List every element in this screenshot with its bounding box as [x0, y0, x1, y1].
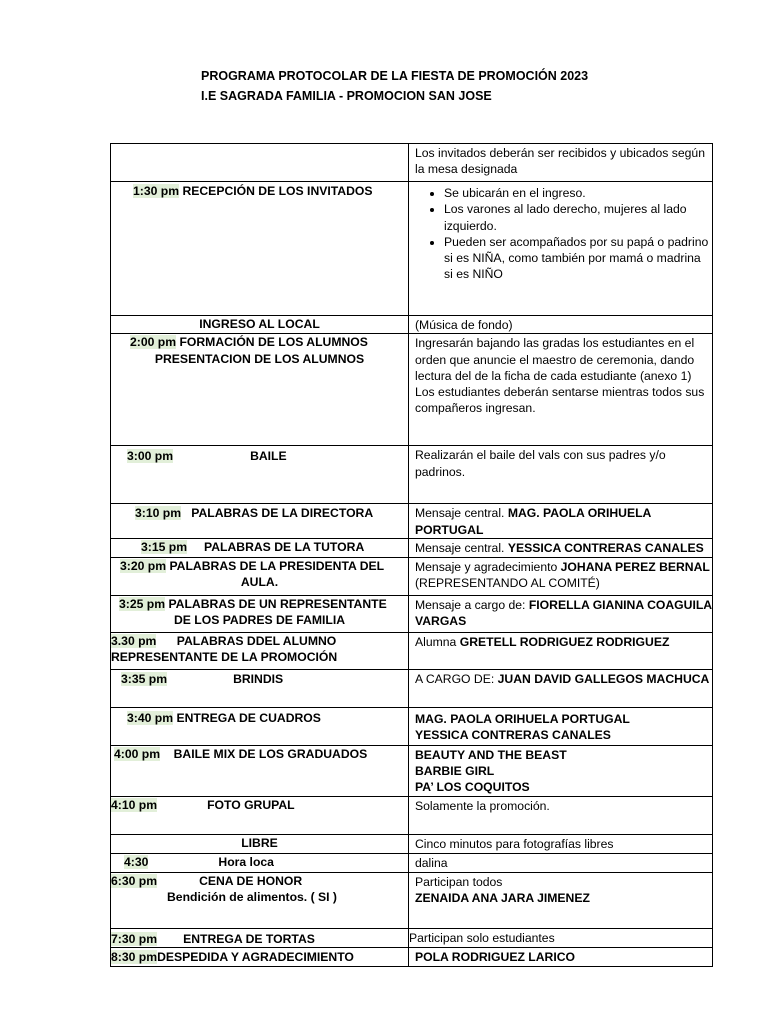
- description-cell: [409, 538, 713, 557]
- description-cell: [409, 872, 713, 928]
- time-label: 3:15 pm: [141, 539, 188, 554]
- time-label: 3:00 pm: [127, 449, 174, 464]
- event-cell: [111, 144, 409, 182]
- event-cell: [111, 557, 409, 595]
- description-text: Mensaje central.: [415, 506, 505, 521]
- description-name: POLA RODRIGUEZ LARICO: [415, 950, 576, 965]
- description-text: Los invitados deberán ser recibidos y ubicados según la mesa designada: [415, 146, 705, 177]
- description-cell: [409, 316, 713, 334]
- table-row: [111, 446, 713, 504]
- table-row: [111, 928, 713, 947]
- event-name: LIBRE: [241, 835, 278, 850]
- event-name-line2: REPRESENTANTE DE LA PROMOCIÓN: [111, 650, 338, 665]
- description-cell: [409, 334, 713, 446]
- document-title: PROGRAMA PROTOCOLAR DE LA FIESTA DE PROMOCIÓN 2023: [201, 69, 589, 83]
- description-text: Participan solo estudiantes: [409, 930, 555, 945]
- event-cell: [111, 182, 409, 316]
- list-item: • Se ubicarán en el ingreso.: [444, 185, 712, 201]
- song-title: PA’ LOS COQUITOS: [415, 780, 530, 795]
- event-cell: [111, 632, 409, 669]
- table-row: [111, 334, 713, 446]
- event-cell: [111, 669, 409, 707]
- table-row: [111, 834, 713, 853]
- description-cell: [409, 144, 713, 182]
- time-label: 7:30 pm: [111, 931, 158, 946]
- event-name: PALABRAS DE LA DIRECTORA: [191, 506, 374, 521]
- description-text: Mensaje central.: [415, 540, 505, 555]
- table-row: [111, 745, 713, 796]
- time-label: 6:30 pm: [111, 873, 158, 888]
- description-cell: [409, 796, 713, 834]
- description-name: FIORELLA GIANINA COAGUILA VARGAS: [415, 597, 712, 629]
- description-text: dalina: [415, 855, 448, 870]
- event-cell: [111, 316, 409, 334]
- description-name: YESSICA CONTRERAS CANALES: [507, 540, 704, 555]
- description-note: (REPRESENTANDO AL COMITÉ): [415, 576, 600, 591]
- event-cell: [111, 872, 409, 928]
- table-row: [111, 182, 713, 316]
- time-label: 3:20 pm: [120, 558, 167, 573]
- description-text: (Música de fondo): [415, 318, 513, 332]
- table-row: [111, 707, 713, 745]
- time-label: 3:35 pm: [121, 671, 168, 686]
- document-subtitle: I.E SAGRADA FAMILIA - PROMOCION SAN JOSE: [201, 89, 492, 103]
- time-label: 4:30: [124, 854, 149, 869]
- event-name: PALABRAS DDEL ALUMNO: [176, 633, 337, 648]
- event-cell: [111, 504, 409, 539]
- description-text: Solamente la promoción.: [415, 798, 550, 813]
- description-cell: [409, 557, 713, 595]
- event-cell: [111, 834, 409, 853]
- event-cell: [111, 745, 409, 796]
- description-text: Alumna: [415, 634, 457, 649]
- event-name-line2: Bendición de alimentos. ( SI ): [167, 890, 337, 905]
- description-name: MAG. PAOLA ORIHUELA PORTUGAL: [415, 506, 651, 537]
- time-label: 3.30 pm: [111, 633, 157, 648]
- description-cell: [409, 707, 713, 745]
- table-row: [111, 504, 713, 539]
- event-cell: [111, 538, 409, 557]
- time-label: 4:10 pm: [111, 797, 158, 812]
- description-cell: [409, 745, 713, 796]
- description-name: JUAN DAVID GALLEGOS MACHUCA: [497, 671, 710, 686]
- event-name: CENA DE HONOR: [199, 873, 303, 888]
- event-cell: [111, 334, 409, 446]
- table-row: [111, 316, 713, 334]
- time-label: 2:00 pm: [130, 335, 177, 350]
- description-name: JOHANA PEREZ BERNAL: [560, 559, 710, 574]
- description-cell: [409, 504, 713, 539]
- description-text: Participan todos: [415, 874, 503, 889]
- description-text: Mensaje a cargo de:: [415, 597, 526, 612]
- list-item: • Los varones al lado derecho, mujeres al lado izquierdo.: [444, 201, 712, 234]
- time-label: 3:25 pm: [119, 596, 166, 611]
- table-row: [111, 872, 713, 928]
- event-cell: [111, 446, 409, 504]
- table-row: [111, 796, 713, 834]
- description-name: MAG. PAOLA ORIHUELA PORTUGAL: [415, 711, 630, 726]
- song-title: BEAUTY AND THE BEAST: [415, 747, 567, 762]
- event-cell: [111, 707, 409, 745]
- description-cell: [409, 669, 713, 707]
- description-text-2: Los estudiantes deberán sentarse mientras todos sus compañeros ingresan.: [415, 385, 705, 416]
- event-name: FORMACIÓN DE LOS ALUMNOS: [179, 335, 368, 350]
- event-name-line2: AULA.: [240, 575, 279, 590]
- event-name: ENTREGA DE TORTAS: [183, 931, 315, 946]
- event-cell: [111, 595, 409, 632]
- description-cell: [409, 928, 713, 947]
- event-name: DESPEDIDA Y AGRADECIMIENTO: [157, 950, 354, 965]
- description-cell: [409, 948, 713, 967]
- event-cell: [111, 796, 409, 834]
- time-label: 8:30 pm: [111, 950, 158, 965]
- description-cell: [409, 853, 713, 872]
- description-cell: [409, 446, 713, 504]
- event-name: PALABRAS DE UN REPRESENTANTE: [168, 596, 387, 611]
- event-name-line2: PRESENTACION DE LOS ALUMNOS: [154, 351, 365, 366]
- event-name: PALABRAS DE LA TUTORA: [204, 539, 365, 554]
- event-cell: [111, 853, 409, 872]
- song-title: BARBIE GIRL: [415, 764, 495, 779]
- description-cell: [409, 632, 713, 669]
- table-row: [111, 853, 713, 872]
- table-row: [111, 669, 713, 707]
- event-name: BRINDIS: [233, 671, 284, 686]
- list-item: • Pueden ser acompañados por su papá o padrino si es NIÑA, como también por mamá o madrina si es NIÑO: [444, 234, 712, 283]
- event-name: RECEPCIÓN DE LOS INVITADOS: [182, 184, 373, 198]
- event-name: ENTREGA DE CUADROS: [176, 710, 321, 725]
- event-name-line2: DE LOS PADRES DE FAMILIA: [173, 613, 346, 628]
- event-cell: [111, 928, 409, 947]
- table-row: [111, 538, 713, 557]
- event-name: PALABRAS DE LA PRESIDENTA DEL: [169, 558, 385, 573]
- description-cell: [409, 834, 713, 853]
- description-cell: [409, 595, 713, 632]
- table-row: [111, 948, 713, 967]
- description-text: A CARGO DE:: [415, 671, 495, 686]
- description-name: ZENAIDA ANA JARA JIMENEZ: [415, 891, 590, 906]
- event-name: Hora loca: [218, 854, 274, 869]
- description-text: Mensaje y agradecimiento: [415, 559, 558, 574]
- description-name: GRETELL RODRIGUEZ RODRIGUEZ: [459, 634, 670, 649]
- table-row: [111, 632, 713, 669]
- time-label: 1:30 pm: [133, 184, 180, 198]
- time-label: 4:00 pm: [114, 746, 161, 761]
- table-row: [111, 557, 713, 595]
- table-row: [111, 595, 713, 632]
- table-row: [111, 144, 713, 182]
- event-name: BAILE: [250, 449, 287, 464]
- time-label: 3:10 pm: [135, 506, 182, 521]
- description-name-2: YESSICA CONTRERAS CANALES: [415, 728, 611, 743]
- description-text: Cinco minutos para fotografías libres: [415, 836, 614, 851]
- description-text: Realizarán el baile del vals con sus padres y/o padrinos.: [415, 448, 666, 479]
- event-name: BAILE MIX DE LOS GRADUADOS: [173, 746, 368, 761]
- description-cell: [409, 182, 713, 316]
- event-name: INGRESO AL LOCAL: [199, 317, 320, 331]
- event-cell: [111, 948, 409, 967]
- program-table: [110, 143, 713, 967]
- bullet-list: [415, 185, 712, 283]
- description-text: Ingresarán bajando las gradas los estudiantes en el orden que anuncie el maestro de ceremonia, dando lectura del de la ficha de cada estudiante (anexo 1): [415, 336, 695, 383]
- event-name: FOTO GRUPAL: [207, 797, 295, 812]
- time-label: 3:40 pm: [127, 710, 174, 725]
